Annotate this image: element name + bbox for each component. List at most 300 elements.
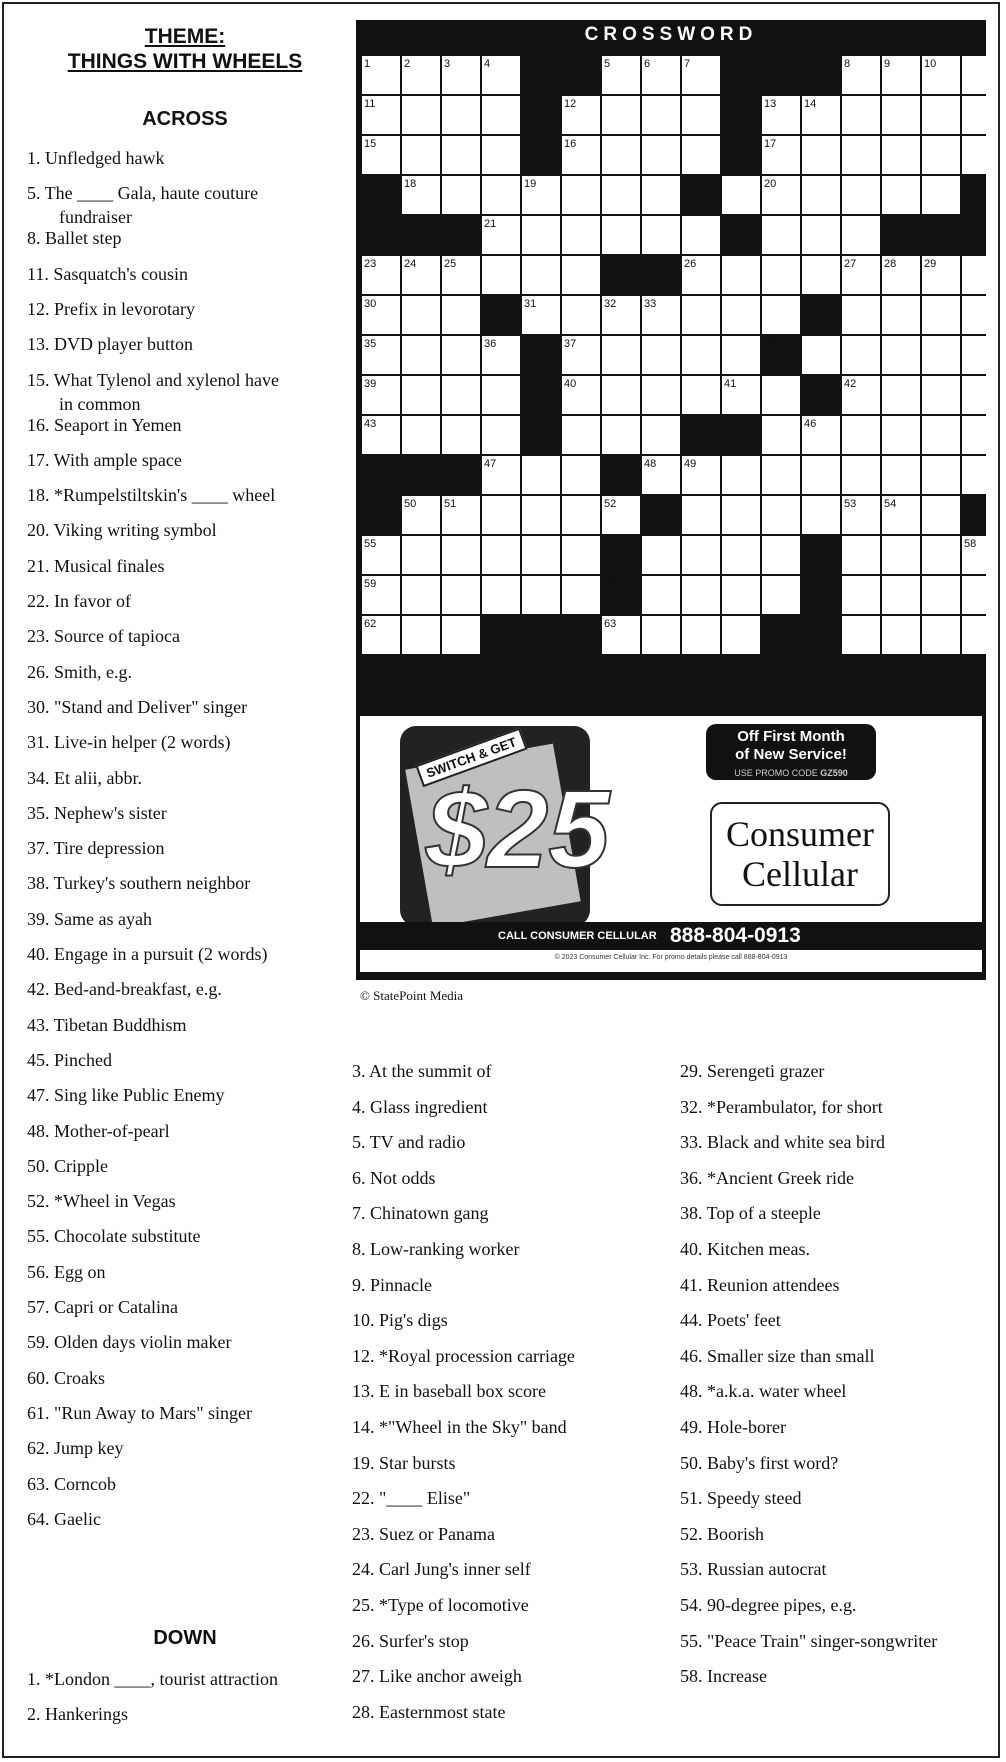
down-clue [352, 1557, 531, 1581]
grid-cell[interactable] [682, 616, 720, 654]
grid-cell[interactable] [722, 576, 760, 614]
down-clue [352, 1308, 448, 1332]
grid-cell[interactable] [522, 576, 560, 614]
grid-cell[interactable] [402, 416, 440, 454]
down-clue [680, 1308, 781, 1332]
cell-number: 34 [804, 298, 817, 310]
grid-cell[interactable] [402, 296, 440, 334]
clue-text: 3. At the summit of [352, 1061, 492, 1081]
grid-cell[interactable] [922, 496, 960, 534]
offer-line-1: Off First Month [737, 728, 845, 745]
across-clue [27, 589, 131, 613]
cell-number: 38 [764, 338, 777, 350]
grid-cell[interactable] [842, 136, 880, 174]
down-clue [680, 1130, 885, 1154]
grid-cell[interactable] [602, 376, 640, 414]
grid-cell[interactable] [642, 416, 680, 454]
cell-number: 43 [364, 418, 377, 430]
across-clue [27, 942, 267, 966]
grid-cell[interactable] [682, 296, 720, 334]
grid-cell[interactable] [762, 256, 800, 294]
cell-number: 52 [604, 498, 617, 510]
down-clue [27, 1702, 128, 1726]
down-clue [680, 1486, 801, 1510]
down-clue [680, 1237, 810, 1261]
cell-number: 55 [364, 538, 377, 550]
cell-number: 15 [364, 138, 377, 150]
down-clue [680, 1664, 767, 1688]
grid-cell[interactable] [402, 536, 440, 574]
grid-cell[interactable] [642, 616, 680, 654]
cell-number: 30 [364, 298, 377, 310]
grid-cell[interactable] [682, 536, 720, 574]
offer-line-2: of New Service! [735, 746, 847, 763]
cell-number: 21 [484, 218, 497, 230]
clue-text: 20. Viking writing symbol [27, 520, 217, 541]
grid-cell[interactable] [962, 256, 986, 294]
clue-text: 14. *"Wheel in the Sky" band [352, 1417, 567, 1437]
cell-number: 39 [364, 378, 377, 390]
grid-cell[interactable] [962, 576, 986, 614]
clue-text: 16. Seaport in Yemen [27, 414, 182, 435]
cell-number: 59 [364, 578, 377, 590]
clue-text: 44. Poets' feet [680, 1310, 781, 1331]
promo-label: USE PROMO CODE [734, 768, 818, 778]
grid-cell[interactable] [682, 336, 720, 374]
offer-bubble [706, 724, 876, 780]
grid-cell[interactable] [682, 96, 720, 134]
cell-number: 28 [884, 258, 897, 270]
grid-cell[interactable] [562, 456, 600, 494]
grid-cell[interactable] [602, 176, 640, 214]
clue-text: 6. Not odds [352, 1167, 436, 1188]
grid-cell[interactable] [802, 456, 840, 494]
grid-cell[interactable] [962, 376, 986, 414]
clue-text: 12. Prefix in levorotary [27, 298, 195, 319]
grid-cell[interactable] [962, 136, 986, 174]
grid-cell[interactable] [482, 416, 520, 454]
grid-cell[interactable] [522, 456, 560, 494]
clue-text: 38. Top of a steeple [680, 1203, 821, 1224]
grid-cell[interactable] [922, 416, 960, 454]
across-clue [27, 297, 195, 321]
advertisement [360, 716, 982, 972]
cell-number: 8 [844, 58, 851, 70]
down-clue [680, 1273, 839, 1297]
clue-text: 23. Suez or Panama [352, 1523, 495, 1544]
grid-cell[interactable] [842, 216, 880, 254]
call-bar [360, 922, 982, 950]
cell-number: 12 [564, 98, 577, 110]
grid-cell[interactable] [802, 336, 840, 374]
down-clue [352, 1095, 487, 1119]
down-clue [352, 1593, 529, 1617]
down-clue [680, 1557, 826, 1581]
grid-cell[interactable] [402, 136, 440, 174]
grid-cell[interactable] [402, 336, 440, 374]
down-clue [680, 1059, 824, 1083]
cell-number: 51 [444, 498, 457, 510]
clue-text: 49. Hole-borer [680, 1417, 786, 1437]
across-clue [27, 181, 258, 229]
grid-cell[interactable] [562, 536, 600, 574]
grid-cell[interactable] [922, 336, 960, 374]
clue-text: 37. Tire depression [27, 838, 165, 859]
cell-number: 36 [484, 338, 497, 350]
grid-cell[interactable] [762, 496, 800, 534]
grid-cell[interactable] [562, 256, 600, 294]
grid-cell[interactable] [642, 136, 680, 174]
cell-number: 60 [604, 578, 617, 590]
cell-number: 31 [524, 298, 537, 310]
grid-cell[interactable] [602, 216, 640, 254]
grid-cell[interactable] [642, 96, 680, 134]
grid-cell[interactable] [842, 576, 880, 614]
theme-title: THINGS WITH WHEELS [67, 50, 303, 73]
grid-cell[interactable] [802, 496, 840, 534]
clue-text: 56. Egg on [27, 1261, 106, 1282]
clue-text: 26. Surfer's stop [352, 1630, 469, 1651]
grid-cell[interactable] [442, 296, 480, 334]
clue-text: 13. DVD player button [27, 334, 193, 355]
grid-cell[interactable] [562, 296, 600, 334]
clue-text: 55. Chocolate substitute [27, 1226, 201, 1247]
ad-phone-number: 888-804-0913 [670, 924, 801, 947]
across-clue [27, 801, 167, 825]
cell-number: 42 [844, 378, 857, 390]
cell-number: 44 [524, 418, 537, 430]
grid-cell[interactable] [442, 416, 480, 454]
grid-cell[interactable] [482, 576, 520, 614]
grid-cell[interactable] [842, 296, 880, 334]
grid-cell[interactable] [602, 136, 640, 174]
grid-cell[interactable] [442, 376, 480, 414]
across-clue [27, 1366, 105, 1390]
clue-text: 22. "____ Elise" [352, 1488, 471, 1509]
clue-text: in common [59, 393, 141, 414]
grid-cell[interactable] [642, 376, 680, 414]
grid-cell[interactable] [882, 136, 920, 174]
grid-cell[interactable] [922, 96, 960, 134]
across-clue [27, 836, 165, 860]
grid-cell[interactable] [482, 176, 520, 214]
grid-cell[interactable] [442, 96, 480, 134]
cell-number: 18 [404, 178, 417, 190]
clue-text: 36. *Ancient Greek ride [680, 1167, 854, 1188]
grid-cell[interactable] [762, 456, 800, 494]
cell-number: 40 [564, 378, 577, 390]
cell-number: 4 [484, 58, 491, 70]
grid-cell[interactable] [682, 496, 720, 534]
grid-cell[interactable] [962, 56, 986, 94]
ad-fine-print: © 2023 Consumer Cellular Inc. For promo details please call 888-804-0913 [554, 954, 788, 961]
grid-cell[interactable] [922, 176, 960, 214]
clue-text: 41. Reunion attendees [680, 1274, 840, 1295]
grid-cell[interactable] [762, 296, 800, 334]
grid-cell[interactable] [442, 136, 480, 174]
cell-number: 41 [724, 378, 737, 390]
grid-cell[interactable] [562, 216, 600, 254]
grid-cell[interactable] [962, 336, 986, 374]
clue-text: 5. TV and radio [352, 1132, 466, 1153]
credit-line: © StatePoint Media [360, 988, 464, 1003]
down-clue [680, 1451, 838, 1475]
clue-text: 1. Unfledged hawk [27, 148, 165, 168]
cell-number: 37 [564, 338, 577, 350]
grid-cell[interactable] [842, 456, 880, 494]
grid-cell[interactable] [882, 456, 920, 494]
grid-cell[interactable] [642, 176, 680, 214]
cell-number: 32 [604, 298, 617, 310]
grid-cell[interactable] [722, 456, 760, 494]
grid-cell[interactable] [642, 216, 680, 254]
clue-text: 2. Hankerings [27, 1704, 128, 1724]
grid-cell[interactable] [722, 256, 760, 294]
grid-cell[interactable] [762, 576, 800, 614]
clue-text: 61. "Run Away to Mars" singer [27, 1402, 253, 1423]
grid-cell[interactable] [882, 616, 920, 654]
clue-text: 10. Pig's digs [352, 1310, 448, 1331]
grid-cell[interactable] [522, 216, 560, 254]
cell-number: 45 [724, 418, 737, 430]
across-clue [27, 624, 180, 648]
down-heading: DOWN [153, 1627, 217, 1649]
consumer-cellular-logo [710, 802, 890, 906]
down-clue [680, 1344, 874, 1368]
grid-cell[interactable] [842, 96, 880, 134]
across-clue [27, 1083, 225, 1107]
grid-cell[interactable] [882, 296, 920, 334]
clue-text: 62. Jump key [27, 1438, 124, 1459]
cell-number: 29 [924, 258, 937, 270]
down-clue [27, 1667, 278, 1691]
grid-cell[interactable] [842, 176, 880, 214]
clue-text: 23. Source of tapioca [27, 626, 180, 647]
down-clue [352, 1237, 519, 1261]
brand-line-2: Cellular [742, 854, 858, 894]
cell-number: 49 [684, 458, 697, 470]
grid-cell[interactable] [722, 616, 760, 654]
down-clue [680, 1201, 821, 1225]
grid-cell[interactable] [642, 576, 680, 614]
grid-cell[interactable] [962, 416, 986, 454]
grid-cell[interactable] [922, 136, 960, 174]
across-clue [27, 730, 230, 754]
grid-cell[interactable] [602, 416, 640, 454]
grid-cell[interactable] [442, 576, 480, 614]
grid-cell[interactable] [762, 416, 800, 454]
grid-cell[interactable] [762, 376, 800, 414]
clue-text: 32. *Perambulator, for short [680, 1096, 883, 1117]
clue-text: 8. Low-ranking worker [352, 1239, 520, 1259]
cell-number: 5 [604, 58, 611, 70]
across-clue [27, 1295, 178, 1319]
cell-number: 11 [364, 98, 376, 110]
across-clue [27, 1154, 108, 1178]
grid-cell[interactable] [482, 496, 520, 534]
grid-cell[interactable] [962, 296, 986, 334]
cell-number: 9 [884, 58, 891, 70]
grid-cell[interactable] [402, 616, 440, 654]
grid-cell[interactable] [882, 336, 920, 374]
grid-cell[interactable] [682, 376, 720, 414]
clue-text: 40. Kitchen meas. [680, 1239, 810, 1259]
grid-cell[interactable] [842, 536, 880, 574]
grid-cell[interactable] [722, 336, 760, 374]
cell-number: 16 [564, 138, 577, 150]
grid-cell[interactable] [842, 416, 880, 454]
grid-cell[interactable] [522, 256, 560, 294]
grid-cell[interactable] [882, 376, 920, 414]
across-clue [27, 368, 279, 416]
clue-text: 26. Smith, e.g. [27, 661, 133, 682]
clue-text: 63. Corncob [27, 1473, 116, 1494]
clue-text: 8. Ballet step [27, 228, 122, 249]
grid-cell[interactable] [402, 96, 440, 134]
across-clue [27, 1472, 116, 1496]
cell-number: 19 [524, 178, 537, 190]
grid-cell[interactable] [882, 536, 920, 574]
grid-cell[interactable] [482, 256, 520, 294]
clue-text: 24. Carl Jung's inner self [352, 1559, 531, 1580]
across-clue [27, 1224, 200, 1248]
grid-cell[interactable] [522, 536, 560, 574]
down-clue [680, 1095, 883, 1119]
clue-text: 45. Pinched [27, 1049, 112, 1070]
across-clue [27, 1507, 101, 1531]
grid-cell[interactable] [562, 496, 600, 534]
grid-cell[interactable] [922, 576, 960, 614]
grid-cell[interactable] [442, 616, 480, 654]
cell-number: 22 [724, 218, 737, 230]
grid-cell[interactable] [602, 96, 640, 134]
grid-cell[interactable] [922, 616, 960, 654]
grid-cell[interactable] [482, 96, 520, 134]
crossword-grid [356, 20, 986, 720]
grid-cell[interactable] [922, 456, 960, 494]
grid-cell[interactable] [722, 496, 760, 534]
grid-cell[interactable] [962, 616, 986, 654]
clue-text: 47. Sing like Public Enemy [27, 1085, 225, 1106]
grid-cell[interactable] [882, 576, 920, 614]
across-heading: ACROSS [142, 108, 228, 130]
clue-text: 48. *a.k.a. water wheel [680, 1381, 847, 1402]
grid-cell[interactable] [442, 176, 480, 214]
cell-number: 61 [804, 578, 817, 590]
clue-text: 55. "Peace Train" singer-songwriter [680, 1630, 938, 1651]
clue-text: 1. *London ____, tourist attraction [27, 1669, 278, 1689]
clue-text: 4. Glass ingredient [352, 1096, 488, 1117]
grid-cell[interactable] [802, 136, 840, 174]
across-clue [27, 1013, 187, 1037]
grid-cell[interactable] [402, 576, 440, 614]
down-clue [680, 1593, 856, 1617]
grid-cell[interactable] [842, 616, 880, 654]
grid-cell[interactable] [682, 216, 720, 254]
cell-number: 13 [764, 98, 777, 110]
clue-text: 38. Turkey's southern neighbor [27, 873, 251, 894]
cell-number: 58 [964, 538, 977, 550]
grid-cell[interactable] [802, 216, 840, 254]
across-clue [27, 871, 250, 895]
grid-cell[interactable] [962, 96, 986, 134]
clue-text: 30. "Stand and Deliver" singer [27, 696, 248, 717]
grid-cell[interactable] [722, 296, 760, 334]
grid-cell[interactable] [962, 456, 986, 494]
across-clue [27, 146, 164, 170]
clue-text: 31. Live-in helper (2 words) [27, 732, 231, 753]
grid-cell[interactable] [642, 536, 680, 574]
clue-text: 48. Mother-of-pearl [27, 1120, 170, 1141]
clue-text: 21. Musical finales [27, 555, 165, 576]
across-clue [27, 332, 193, 356]
grid-cell[interactable] [922, 296, 960, 334]
grid-cell[interactable] [802, 256, 840, 294]
grid-cell[interactable] [442, 536, 480, 574]
grid-cell[interactable] [482, 136, 520, 174]
clue-text: 60. Croaks [27, 1367, 105, 1388]
across-clue [27, 1330, 231, 1354]
clue-text: 5. The ____ Gala, haute couture [27, 183, 259, 204]
across-clue [27, 1189, 176, 1213]
grid-cell[interactable] [922, 536, 960, 574]
clue-text: 53. Russian autocrat [680, 1559, 827, 1580]
promo-code: GZ590 [820, 768, 848, 778]
grid-cell[interactable] [762, 536, 800, 574]
cell-number: 24 [404, 258, 417, 270]
grid-cell[interactable] [922, 376, 960, 414]
cell-number: 35 [364, 338, 377, 350]
grid-cell[interactable] [602, 336, 640, 374]
down-clue [352, 1379, 546, 1403]
across-clue [27, 977, 222, 1001]
across-clue [27, 1436, 124, 1460]
clue-text: 27. Like anchor aweigh [352, 1666, 522, 1687]
grid-cell[interactable] [482, 376, 520, 414]
grid-cell[interactable] [562, 416, 600, 454]
grid-cell[interactable] [762, 216, 800, 254]
grid-cell[interactable] [882, 416, 920, 454]
down-clue [352, 1415, 567, 1439]
down-clue [680, 1166, 854, 1190]
grid-cell[interactable] [882, 96, 920, 134]
clue-text: 17. With ample space [27, 449, 182, 470]
grid-cell[interactable] [402, 376, 440, 414]
grid-cell[interactable] [522, 496, 560, 534]
grid-cell[interactable] [642, 336, 680, 374]
grid-cell[interactable] [442, 336, 480, 374]
grid-cell[interactable] [482, 536, 520, 574]
grid-cell[interactable] [562, 576, 600, 614]
grid-cell[interactable] [802, 176, 840, 214]
grid-cell[interactable] [882, 176, 920, 214]
cell-number: 46 [804, 418, 817, 430]
grid-cell[interactable] [722, 536, 760, 574]
cell-number: 14 [804, 98, 817, 110]
grid-cell[interactable] [842, 336, 880, 374]
grid-cell[interactable] [562, 176, 600, 214]
grid-cell[interactable] [682, 136, 720, 174]
grid-cell[interactable] [682, 576, 720, 614]
cell-number: 10 [924, 58, 937, 70]
clue-text: 42. Bed-and-breakfast, e.g. [27, 979, 222, 1000]
promo-line [706, 764, 876, 782]
across-clue [27, 660, 132, 684]
across-clue [27, 554, 164, 578]
grid-cell[interactable] [722, 176, 760, 214]
clue-text: 35. Nephew's sister [27, 802, 167, 823]
cell-number: 64 [804, 618, 817, 630]
